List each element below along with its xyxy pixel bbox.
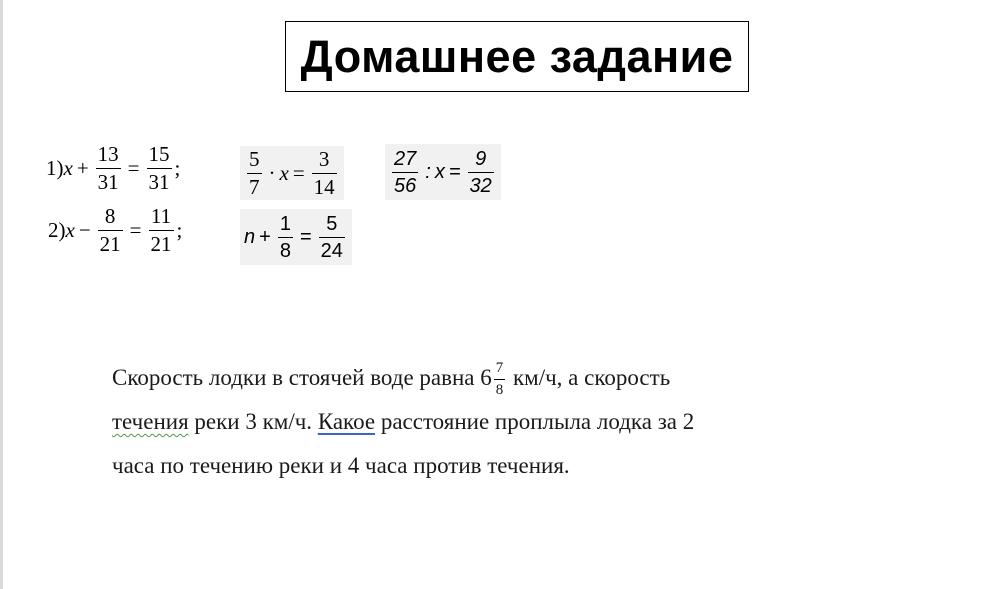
fraction-numerator: 11 [150,204,172,228]
problem-line-3: часа по течению реки и 4 часа против течения. [112,453,570,478]
equation-4-fraction-a [98,206,123,255]
equals-sign: = [299,225,312,248]
equation-4-semicolon: ; [176,218,183,242]
word-problem [112,356,832,488]
fraction-denominator: 56 [392,172,418,196]
equation-2-fraction-b [312,146,337,199]
fraction-numerator: 7 [495,360,504,377]
fraction-denominator: 8 [278,237,293,261]
equation-5-fraction-b [319,214,345,261]
fraction-denominator: 8 [494,379,506,398]
mixed-number-fraction [492,361,508,398]
equation-3-fraction-a [392,149,418,196]
equals-sign: = [129,218,142,242]
equation-3 [385,144,501,200]
fraction-denominator: 31 [97,170,119,194]
equation-2-variable: x [279,160,289,185]
multiply-sign: · [268,160,276,185]
equation-1-fraction-a [96,144,121,193]
equation-3-variable: x [434,160,445,183]
equals-sign: = [292,160,305,185]
equation-4-variable: x [65,218,75,242]
fraction-numerator: 27 [394,147,417,170]
equation-1-fraction-b [147,144,172,193]
equation-5 [240,209,352,265]
equation-3-fraction-b [468,149,494,196]
equation-1-semicolon: ; [174,156,181,180]
equation-1-variable: x [63,156,73,180]
fraction-numerator: 13 [97,142,119,166]
equation-4-label: 2) [48,218,66,242]
equals-sign: = [127,156,140,180]
fraction-denominator: 32 [468,172,494,196]
equation-5-operator: + [259,225,271,248]
fraction-denominator: 31 [148,170,170,194]
fraction-denominator: 24 [319,237,345,261]
spellcheck-word-current: течения [112,409,189,434]
fraction-denominator: 21 [150,232,172,256]
equation-1-label: 1) [46,156,64,180]
fraction-numerator: 3 [318,146,330,171]
left-edge-shadow [0,0,3,589]
divide-sign: : [425,160,431,183]
page-title: Домашнее задание [300,30,734,82]
problem-line-2-part-2: реки 3 км/ч. [188,409,318,434]
grammar-check-word: Какое [317,409,376,434]
equation-4-fraction-b [149,206,174,255]
mixed-fraction [494,361,506,398]
equation-4 [48,206,182,255]
equation-2 [240,146,344,200]
equals-sign: = [448,160,461,183]
equation-5-variable: n [244,225,256,248]
problem-line-1-start: Скорость лодки в стоячей воде равна 6 [112,365,492,390]
equation-4-operator: − [78,218,91,242]
equation-2-fraction-a [247,146,262,199]
equation-5-fraction-a [278,214,293,261]
problem-line-2-part-3: расстояние проплыла лодка за 2 [375,409,695,434]
fraction-numerator: 5 [249,146,260,171]
fraction-denominator: 7 [249,174,260,199]
fraction-numerator: 8 [104,204,116,228]
problem-line-2 [112,400,832,444]
problem-line-1 [112,356,832,400]
fraction-numerator: 5 [326,212,338,235]
fraction-numerator: 9 [475,147,487,170]
fraction-denominator: 21 [99,232,121,256]
equation-1-operator: + [76,156,89,180]
equation-1 [46,144,180,193]
fraction-numerator: 15 [148,142,170,166]
title-box [285,21,749,92]
fraction-numerator: 1 [279,212,291,235]
problem-line-1-end: км/ч, а скорость [507,365,671,390]
fraction-denominator: 14 [313,174,335,199]
